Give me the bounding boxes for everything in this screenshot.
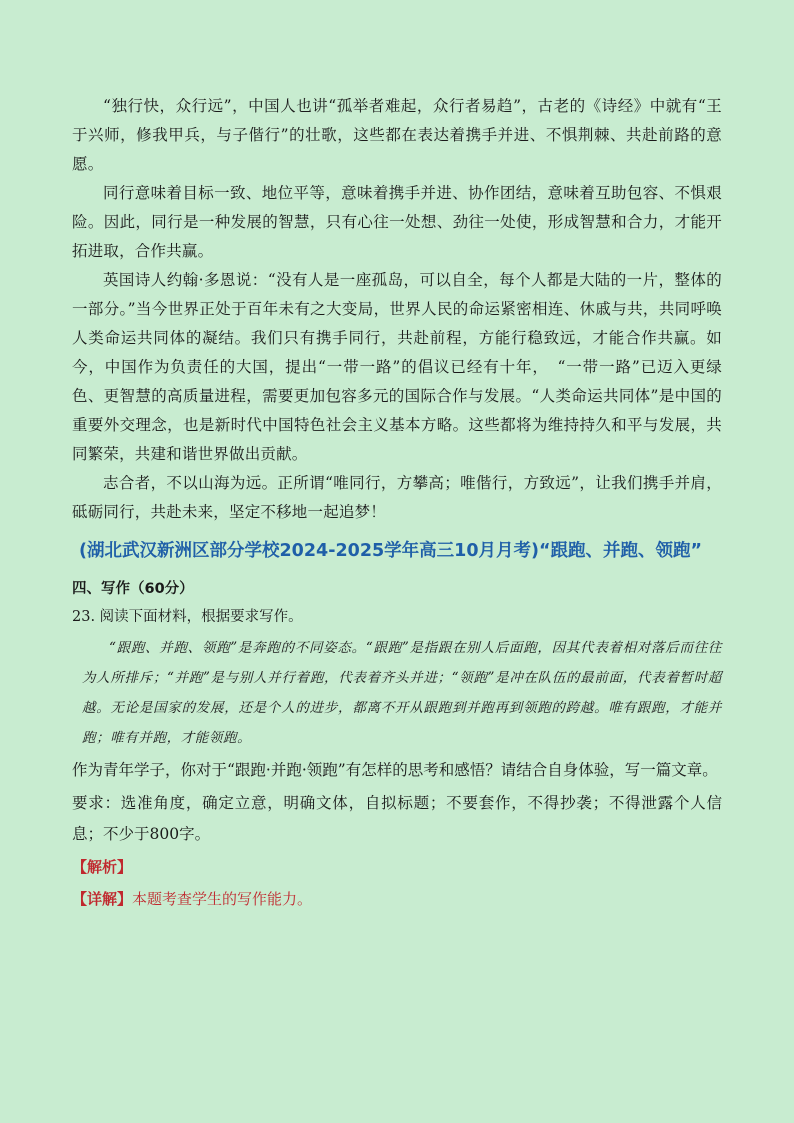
detail-line [72, 884, 722, 914]
question-number-line: 23. 阅读下面材料，根据要求写作。 [72, 609, 303, 625]
essay-paragraph-2: 同行意味着目标一致、地位平等，意味着携手并进、协作团结，意味着互助包容、不惧艰险。因此，同行是一种发展的智慧，只有心往一处想、劲往一处使，形成智慧和合力，才能开拓进取，合作共赢。 [72, 184, 722, 260]
essay-paragraph-4: 志合者，不以山海为远。正所谓“唯同行，方攀高；唯偕行，方致远”，让我们携手并肩，砥砺同行，共赴未来，坚定不移地一起追梦！ [72, 474, 722, 521]
detail-tag: 【详解】 [72, 890, 133, 908]
question-heading: (湖北武汉新洲区部分学校2024-2025学年高三10月月考)“跟跑、并跑、领跑” [79, 541, 703, 561]
essay-paragraph-3: 英国诗人约翰·多恩说：“没有人是一座孤岛，可以自全，每个人都是大陆的一片，整体的一部分。”当今世界正处于百年未有之大变局，世界人民的命运紧密相连、休戚与共，共同呼唤人类命运共同体的凝结。我们只有携手同行，共赴前程，方能行稳致远，才能合作共赢。如今，中国作为负责任的大国，提出“一带一路”的倡议已经有十年， “一带一路”已迈入更绿色、更智慧的高质量进程，需要更加包容多元的国际合作与发展。“人类命运共同体”是中国的重要外交理念，也是新时代中国特色社会主义基本方略。这些都将为维持持久和平与发展，共同繁荣，共建和谐世界做出贡献。 [72, 271, 722, 463]
question-prompt: 作为青年学子，你对于“跟跑·并跑·领跑”有怎样的思考和感悟？请结合自身体验，写一篇文章。 [72, 761, 718, 779]
detail-text: 本题考查学生的写作能力。 [132, 890, 313, 908]
essay-paragraph-1: “独行快，众行远”，中国人也讲“孤举者难起，众行者易趋”，古老的《诗经》中就有“王于兴师，修我甲兵，与子偕行”的壮歌，这些都在表达着携手并进、不惧荆棘、共赴前路的意愿。 [72, 97, 722, 173]
question-material: “跟跑、并跑、领跑”是奔跑的不同姿态。“跟跑”是指跟在别人后面跑，因其代表着相对落后而往往为人所排斥；“并跑”是与别人并行着跑，代表着齐头并进；“领跑”是冲在队伍的最前面，代表着暂时超越。无论是国家的发展，还是个人的进步，都离不开从跟跑到并跑再到领跑的跨越。唯有跟跑，才能并跑；唯有并跑，才能领跑。 [82, 640, 722, 746]
analysis-line [72, 852, 722, 882]
section-title: 四、写作（60分） [72, 581, 194, 597]
question-requirements: 要求：选准角度，确定立意，明确文体，自拟标题；不要套作，不得抄袭；不得泄露个人信息；不少于800字。 [72, 794, 722, 843]
analysis-tag: 【解析】 [72, 858, 133, 876]
